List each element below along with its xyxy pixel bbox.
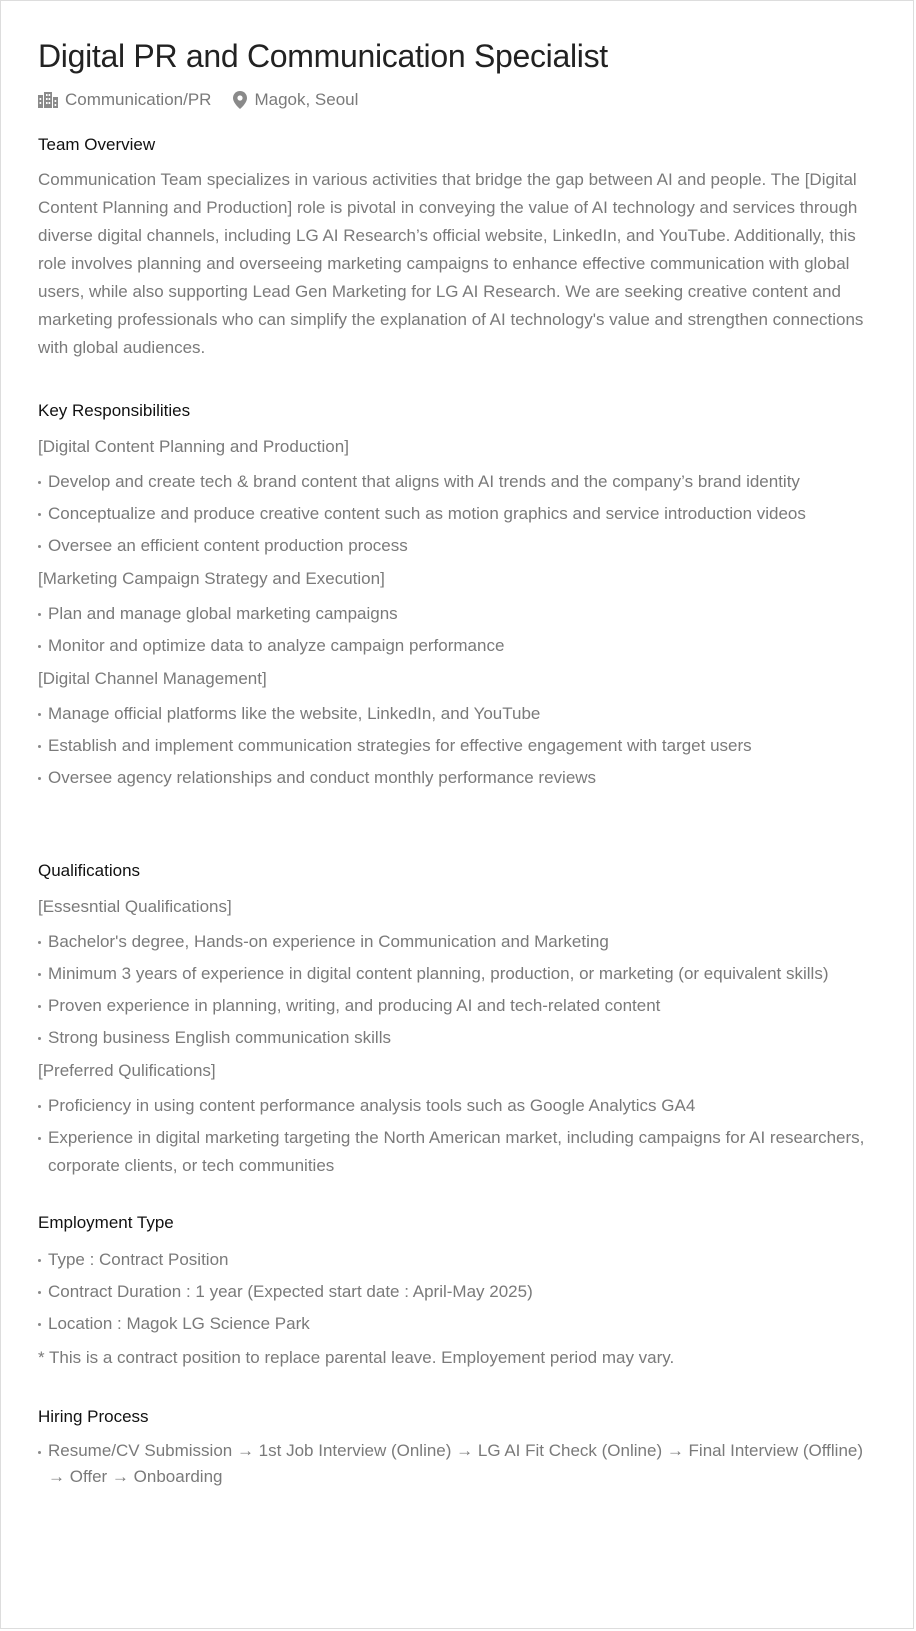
- responsibility-list: [38, 700, 878, 792]
- list-item: Oversee agency relationships and conduct monthly performance reviews: [38, 764, 878, 792]
- qualifications-title: Qualifications: [38, 861, 141, 880]
- qualifications-section: [38, 858, 878, 1180]
- team-overview-section: [38, 132, 878, 362]
- responsibility-list: [38, 468, 878, 560]
- responsibility-list: [38, 600, 878, 660]
- responsibilities-section: [38, 398, 878, 792]
- list-item: Plan and manage global marketing campaigns: [38, 600, 878, 628]
- list-item: Monitor and optimize data to analyze campaign performance: [38, 632, 878, 660]
- responsibility-group: [38, 666, 878, 792]
- list-item: Proven experience in planning, writing, and producing AI and tech-related content: [38, 992, 878, 1020]
- list-item: Strong business English communication skills: [38, 1024, 878, 1052]
- list-item: Bachelor's degree, Hands-on experience in Communication and Marketing: [38, 928, 878, 956]
- list-item: Location : Magok LG Science Park: [38, 1310, 878, 1338]
- responsibility-group: [38, 566, 878, 660]
- qualification-list: [38, 928, 878, 1052]
- team-overview-title: Team Overview: [38, 135, 156, 154]
- list-item: Oversee an efficient content production process: [38, 532, 878, 560]
- list-item: Proficiency in using content performance analysis tools such as Google Analytics GA4: [38, 1092, 878, 1120]
- team-overview-text: Communication Team specializes in various activities that bridge the gap between AI and people. The [Digital Content Planning and Production] role is pivotal in conveying the value of AI technology and services through diverse digital channels, including LG AI Research’s official website, LinkedIn, and YouTube. Additionally, this role involves planning and overseeing marketing campaigns to enhance effective communication with global users, while also supporting Lead Gen Marketing for LG AI Research. We are seeking creative content and marketing professionals who can simplify the explanation of AI technology's value and strengthen connections with global audiences.: [38, 170, 864, 357]
- job-posting: [38, 36, 878, 1494]
- list-item: Contract Duration : 1 year (Expected start date : April-May 2025): [38, 1278, 878, 1306]
- list-item: Conceptualize and produce creative content such as motion graphics and service introduction videos: [38, 500, 878, 528]
- job-location: [233, 90, 358, 110]
- responsibilities-title: Key Responsibilities: [38, 401, 191, 420]
- qualification-group-heading: [Essesntial Qualifications]: [38, 897, 232, 916]
- hiring-title: Hiring Process: [38, 1407, 149, 1426]
- responsibility-group-heading: [Digital Content Planning and Production]: [38, 437, 349, 456]
- map-pin-icon: [233, 91, 247, 109]
- list-item: Develop and create tech & brand content that aligns with AI trends and the company’s brand identity: [38, 468, 878, 496]
- job-category: [38, 90, 211, 110]
- job-location-label: Magok, Seoul: [254, 90, 359, 109]
- responsibility-group: [38, 434, 878, 560]
- employment-note: * This is a contract position to replace parental leave. Employement period may vary.: [38, 1348, 675, 1367]
- responsibility-group-heading: [Marketing Campaign Strategy and Execution]: [38, 569, 385, 588]
- qualification-group: [38, 894, 878, 1052]
- list-item: Resume/CV Submission → 1st Job Interview (Online) → LG AI Fit Check (Online) → Final Interview (Offline) → Offer → Onboarding: [38, 1438, 878, 1490]
- job-meta: [38, 86, 878, 114]
- qualification-group-heading: [Preferred Qulifications]: [38, 1061, 216, 1080]
- list-item: Minimum 3 years of experience in digital content planning, production, or marketing (or equivalent skills): [38, 960, 878, 988]
- page-title: Digital PR and Communication Specialist: [38, 38, 608, 74]
- hiring-section: [38, 1404, 878, 1490]
- list-item: Manage official platforms like the website, LinkedIn, and YouTube: [38, 700, 878, 728]
- list-item: Type : Contract Position: [38, 1246, 878, 1274]
- job-category-label: Communication/PR: [65, 90, 212, 109]
- building-icon: [38, 92, 58, 108]
- employment-section: [38, 1210, 878, 1372]
- hiring-list: [38, 1438, 878, 1490]
- qualification-list: [38, 1092, 878, 1180]
- list-item: Experience in digital marketing targeting the North American market, including campaigns for AI researchers, corporate clients, or tech communities: [38, 1124, 878, 1180]
- employment-list: [38, 1246, 878, 1338]
- employment-title: Employment Type: [38, 1213, 174, 1232]
- list-item: Establish and implement communication strategies for effective engagement with target users: [38, 732, 878, 760]
- responsibility-group-heading: [Digital Channel Management]: [38, 669, 267, 688]
- qualification-group: [38, 1058, 878, 1180]
